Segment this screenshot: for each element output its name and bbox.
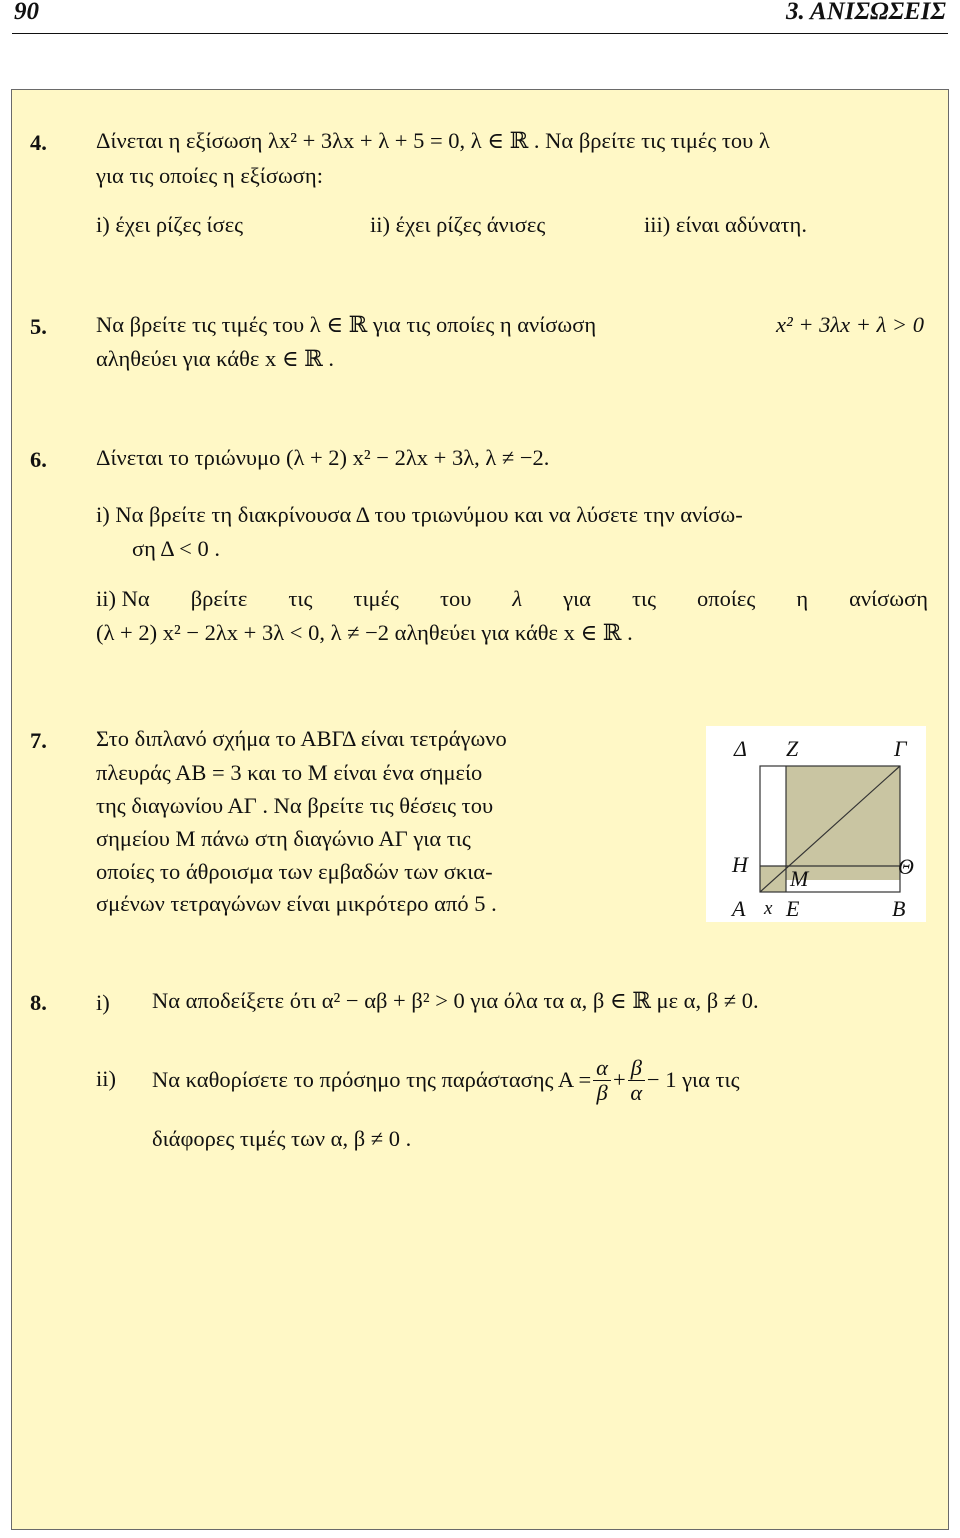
label-gamma: Γ xyxy=(894,736,907,761)
fraction-beta-over-alpha xyxy=(628,1056,645,1104)
problem-4-number: 4. xyxy=(30,130,47,155)
problem-4-item-ii: ii) έχει ρίζες άνισες xyxy=(370,212,546,237)
fraction-denominator: β xyxy=(596,1079,608,1105)
word: η xyxy=(796,586,809,611)
problem-8-ii-text-right: − 1 για τις xyxy=(646,1066,740,1092)
word: οποίες xyxy=(697,586,756,611)
fraction-numerator: α xyxy=(593,1056,611,1081)
problem-7-line-6: σμένων τετραγώνων είναι μικρότερο από 5 . xyxy=(96,891,497,916)
problem-4-line-1: Δίνεται η εξίσωση λx² + 3λx + λ + 5 = 0, λ ∈ ℝ . Να βρείτε τις τιμές του λ xyxy=(96,128,770,153)
fraction-numerator: β xyxy=(628,1056,645,1081)
label-zeta: Ζ xyxy=(786,736,799,761)
label-delta: Δ xyxy=(734,736,747,761)
problem-6-item-i-line-2: ση Δ < 0 . xyxy=(132,536,220,561)
problem-6-item-ii-line-2: (λ + 2) x² − 2λx + 3λ < 0, λ ≠ −2 αληθεύει για κάθε x ∈ ℝ . xyxy=(96,620,633,645)
word: για xyxy=(563,586,591,611)
label-mu: Μ xyxy=(790,866,809,891)
word: λ xyxy=(512,586,523,611)
problem-7-line-5: οποίες το άθροισμα των εμβαδών των σκια- xyxy=(96,859,493,884)
problem-8-item-ii-line-1 xyxy=(152,1050,740,1110)
problem-5-number: 5. xyxy=(30,314,47,339)
label-beta: Β xyxy=(892,896,906,921)
problem-6-number: 6. xyxy=(30,447,47,472)
problem-7-line-1: Στο διπλανό σχήμα το ΑΒΓΔ είναι τετράγωνο xyxy=(96,726,507,751)
label-eta: Η xyxy=(732,852,748,877)
problem-7-line-3: της διαγωνίου ΑΓ . Να βρείτε τις θέσεις του xyxy=(96,793,494,818)
problem-7-line-2: πλευράς ΑΒ = 3 και το Μ είναι ένα σημείο xyxy=(96,760,483,785)
label-alpha: Α xyxy=(732,896,746,921)
shaded-square-large xyxy=(786,766,900,880)
square-diagram xyxy=(706,726,926,922)
problem-7-number: 7. xyxy=(30,728,47,753)
plus-sign: + xyxy=(612,1066,626,1092)
problem-5-line-1: Να βρείτε τις τιμές του λ ∈ ℝ για τις οποίες η ανίσωση xyxy=(96,312,597,337)
problem-4-item-iii: iii) είναι αδύνατη. xyxy=(644,212,807,237)
problem-8-item-ii-label: ii) xyxy=(96,1066,116,1091)
problem-6-line-1: Δίνεται το τριώνυμο (λ + 2) x² − 2λx + 3λ, λ ≠ −2. xyxy=(96,445,550,470)
label-epsilon: Ε xyxy=(786,896,800,921)
problem-8-number: 8. xyxy=(30,990,47,1015)
word: τις xyxy=(631,586,656,611)
label-theta: Θ xyxy=(898,854,914,879)
problem-4-item-i: i) έχει ρίζες ίσες xyxy=(96,212,244,237)
word: ανίσωση xyxy=(849,586,928,611)
problem-6-item-i-line-1: i) Να βρείτε τη διακρίνουσα Δ του τριωνύμου και να λύσετε την ανίσω- xyxy=(96,502,743,527)
problem-8-ii-text-left: Να καθορίσετε το πρόσημο της παράστασης Α = xyxy=(152,1066,592,1092)
problem-5-inequality: x² + 3λx + λ > 0 xyxy=(775,312,924,337)
page-header xyxy=(0,0,960,34)
word: τις xyxy=(288,586,313,611)
fraction-denominator: α xyxy=(630,1079,643,1105)
word: του xyxy=(439,586,472,611)
word: τιμές xyxy=(353,586,399,611)
problem-8-item-ii-line-2: διάφορες τιμές των α, β ≠ 0 . xyxy=(152,1126,412,1151)
chapter-title: 3. ΑΝΙΣΩΣΕΙΣ xyxy=(785,0,946,25)
problem-8-item-i-text: Να αποδείξετε ότι α² − αβ + β² > 0 για όλα τα α, β ∈ ℝ με α, β ≠ 0. xyxy=(152,988,759,1013)
header-rule xyxy=(12,33,948,34)
word: ii) Να xyxy=(96,586,150,611)
problem-7-line-4: σημείου Μ πάνω στη διαγώνιο ΑΓ για τις xyxy=(96,826,471,851)
page-number: 90 xyxy=(14,0,39,25)
label-x: x xyxy=(764,898,773,919)
problem-5-line-2: αληθεύει για κάθε x ∈ ℝ . xyxy=(96,346,335,371)
word: βρείτε xyxy=(190,586,248,611)
fraction-alpha-over-beta xyxy=(593,1056,611,1104)
problem-6-item-ii-line-1 xyxy=(96,588,928,611)
problem-8-item-i-label: i) xyxy=(96,990,110,1015)
problem-4-line-2: για τις οποίες η εξίσωση: xyxy=(96,163,323,188)
